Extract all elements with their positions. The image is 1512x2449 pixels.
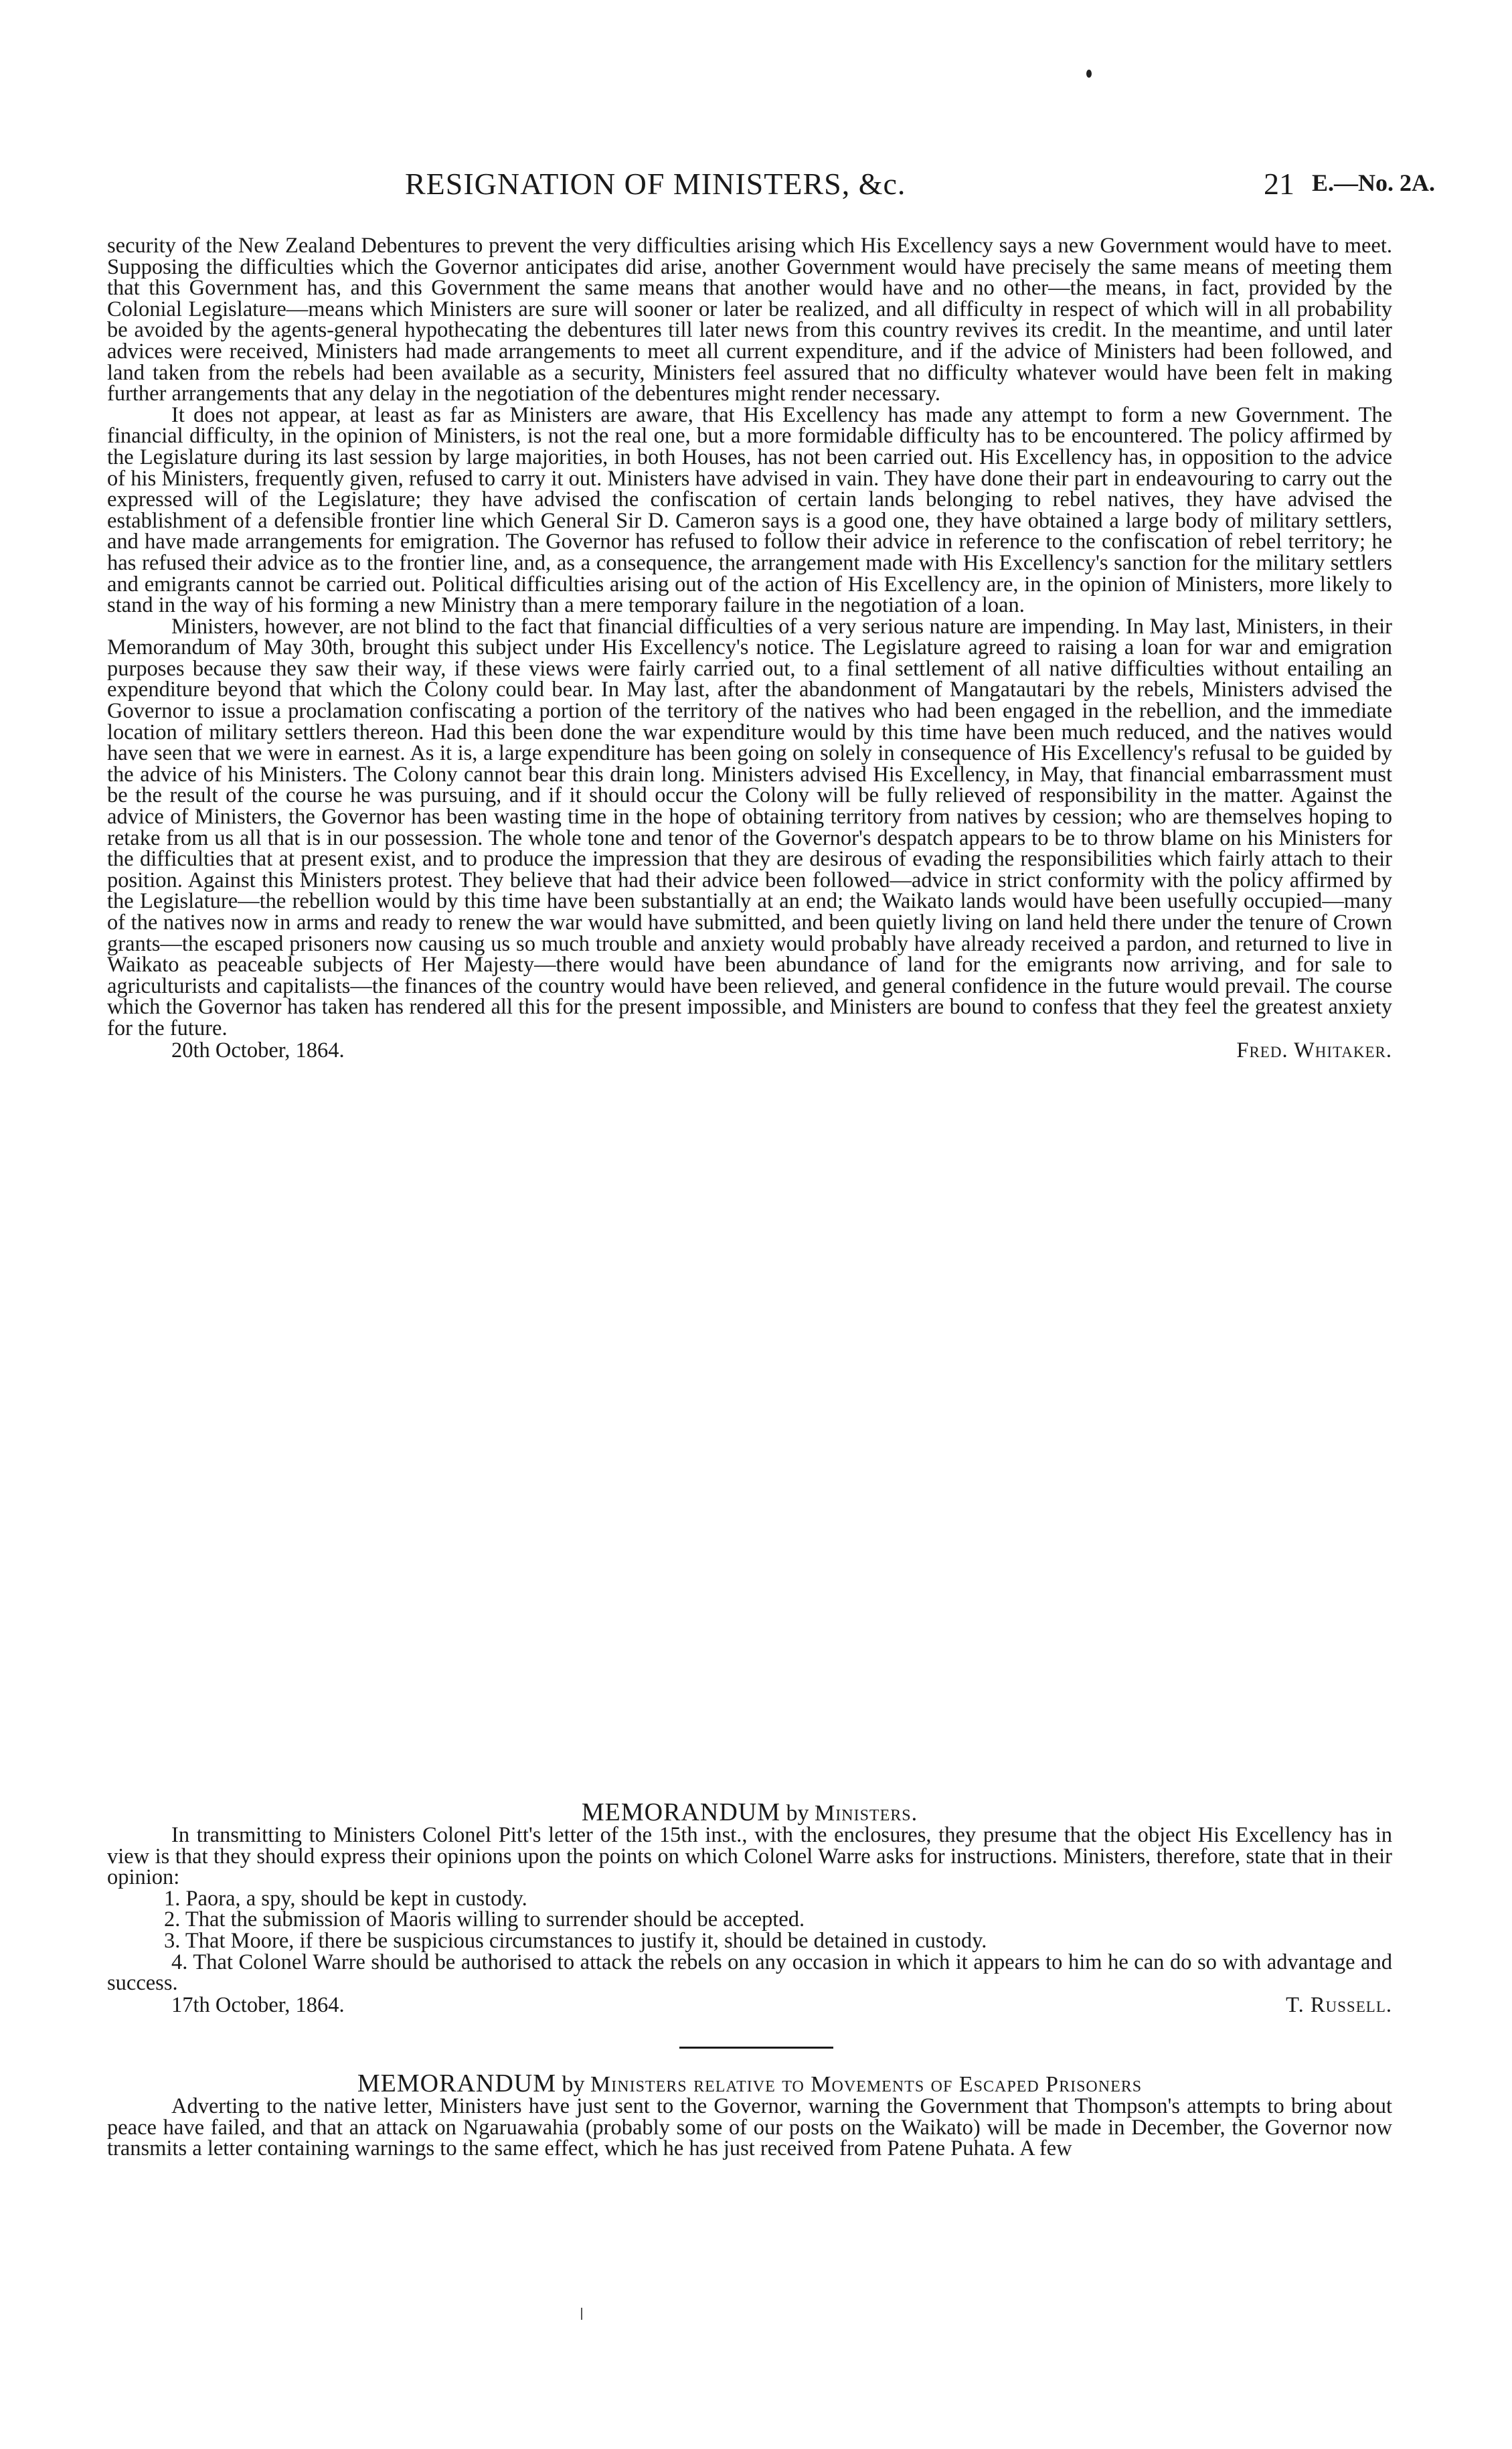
paragraph: It does not appear, at least as far as Ministers are aware, that His Excellency has made any attempt to form a new Government. The financial difficulty, in the opinion of Ministers, is not the real one, but a more formidable difficulty has to be encountered. The policy affirmed by the Legislature during its last session by large majorities, in both Houses, has not been carried out. His Excellency has, in opposition to the advice of his Ministers, frequently given, refused to carry it out. Ministers have advised in vain. They have done their part in endeavouring to carry out the expressed will of the Legislature; they have advised the confiscation of certain lands belonging to rebel natives, they have advised the establishment of a defensible frontier line which General Sir D. Cameron says is a good one, they have obtained a large body of military settlers, and have made arrangements for emigration. The Governor has refused to follow their advice in reference to the confiscation of rebel territory; he has refused their advice as to the frontier line, and, as a consequence, the arrangement made with His Excellency's sanction for the military settlers and emigrants cannot be carried out. Political difficulties arising out of the action of His Excellency are, in the opinion of Ministers, more likely to stand in the way of his forming a new Ministry than a mere temporary failure in the negotiation of a loan. bbox=[107, 402, 1392, 618]
memo-date: 17th October, 1864. bbox=[171, 1992, 345, 2017]
paragraph: Adverting to the native letter, Ministers have just sent to the Governor, warning the Government that Thompson's attempts to bring about peace have failed, and that an attack on Ngaruawahia (probably some of our posts on the Waikato) will be made in December, the Governor now transmits a letter containing warnings to the same effect, which he has just received from Patene Puhata. A few bbox=[107, 2094, 1392, 2161]
page-number: 21 bbox=[1264, 167, 1294, 201]
document-reference: E.—No. 2A. bbox=[1312, 169, 1436, 196]
numbered-item: 2. That the submission of Maoris willing to surrender should be accepted. bbox=[164, 1907, 805, 1932]
running-header bbox=[0, 166, 1512, 206]
memo-heading bbox=[107, 2069, 1392, 2098]
memo-heading-subject: Ministers. bbox=[815, 1801, 918, 1826]
memo-heading-title: MEMORANDUM bbox=[357, 2069, 557, 2098]
memo-heading-title: MEMORANDUM bbox=[581, 1798, 781, 1826]
memo-heading-by: by bbox=[562, 2072, 585, 2097]
memo-heading-subject: Ministers relative to Movements of Escaped Prisoners bbox=[590, 2072, 1143, 2097]
ink-speck bbox=[1086, 70, 1092, 78]
memorandum-by-ministers bbox=[107, 1798, 1392, 2017]
ink-mark bbox=[581, 2308, 582, 2320]
paragraph: Ministers, however, are not blind to the fact that financial difficulties of a very serious nature are impending. In May last, Ministers, in their Memorandum of May 30th, brought this subject under His Excellency's notice. The Legislature agreed to raising a loan for war and emigration purposes because they saw their way, if these views were fairly carried out, to a final settlement of all native difficulties without entailing an expenditure beyond that which the Colony could bear. In May last, after the abandonment of Mangatautari by the rebels, Ministers advised the Governor to issue a proclamation confiscating a portion of the territory of the natives who had been engaged in the rebellion, and the immediate location of military settlers thereon. Had this been done the war expenditure would by this time have been much reduced, and the natives would have seen that we were in earnest. As it is, a large expenditure has been going on solely in consequence of His Excellency's refusal to be guided by the advice of his Ministers. The Colony cannot bear this drain long. Ministers advised His Excellency, in May, that financial embarrassment must be the result of the course he was pursuing, and if it should occur the Colony will be fully relieved of responsibility in the matter. Against the advice of Ministers, the Governor has been wasting time in the hope of obtaining territory from natives by cession; who are themselves hoping to retake from us all that is in our possession. The whole tone and tenor of the Governor's despatch appears to be to throw blame on his Ministers for the difficulties that at present exist, and to produce the impression that they are desirous of evading the responsibilities which fairly attach to their position. Against this Ministers protest. They believe that had their advice been followed—advice in strict conformity with the policy affirmed by the Legislature—the rebellion would by this time have been substantially at an end; the Waikato lands would have been usefully occupied—many of the natives now in arms and ready to renew the war would have submitted, and been quietly living on land held there under the tenure of Crown grants—the escaped prisoners now causing us so much trouble and anxiety would probably have already received a pardon, and returned to live in Waikato as peaceable subjects of Her Majesty—there would have been abundance of land for the emigrants now arriving, and for sale to agriculturists and capitalists—the finances of the country would have been relieved, and general confidence in the future would prevail. The course which the Governor has taken has rendered all this for the present impossible, and Ministers are bound to confess that they feel the greatest anxiety for the future. bbox=[107, 614, 1392, 1040]
numbered-item: 4. That Colonel Warre should be authorised to attack the rebels on any occasion in which it appears to him he can do so with advantage and success. bbox=[107, 1950, 1392, 1996]
section-divider bbox=[679, 2047, 833, 2049]
memo-date: 20th October, 1864. bbox=[171, 1038, 345, 1062]
paragraph: In transmitting to Ministers Colonel Pitt's letter of the 15th inst., with the enclosures, they presume that the object His Excellency has in view is that they should express their opinions upon the points on which Colonel Warre asks for instructions. Ministers, therefore, state that in their opinion: bbox=[107, 1823, 1392, 1890]
memo-signature: T. Russell. bbox=[1286, 1992, 1392, 2017]
numbered-item: 3. That Moore, if there be suspicious circumstances to justify it, should be detained in custody. bbox=[164, 1928, 987, 1953]
numbered-item: 1. Paora, a spy, should be kept in custody. bbox=[164, 1886, 527, 1911]
page-header-title: RESIGNATION OF MINISTERS, &c. bbox=[405, 167, 906, 201]
signature-line bbox=[107, 1994, 1392, 2016]
memo-signature: Fred. Whitaker. bbox=[1236, 1038, 1392, 1062]
memo-heading bbox=[107, 1798, 1392, 1826]
memorandum-continuation bbox=[107, 236, 1392, 1061]
memo-heading-by: by bbox=[786, 1801, 809, 1826]
paragraph: security of the New Zealand Debentures to prevent the very difficulties arising which His Excellency says a new Government would have to meet. Supposing the difficulties which the Governor anticipates did arise, another Government would have precisely the same means of meeting them that this Government has, and this Government the same means that another would have and no other—the means, in fact, provided by the Colonial Legislature—means which Ministers are sure will sooner or later be realized, and all difficulty in respect of which will in all probability be avoided by the agents-general hypothecating the debentures till later news from this country revives its credit. In the meantime, and until later advices were received, Ministers had made arrangements to meet all current expenditure, and if the advice of Ministers had been followed, and land taken from the rebels had been available as a security, Ministers feel assured that no difficulty whatever would have been felt in making further arrangements that any delay in the negotiation of the debentures might render necessary. bbox=[107, 234, 1392, 406]
memorandum-escaped-prisoners bbox=[107, 2069, 1392, 2161]
signature-line bbox=[107, 1040, 1392, 1061]
